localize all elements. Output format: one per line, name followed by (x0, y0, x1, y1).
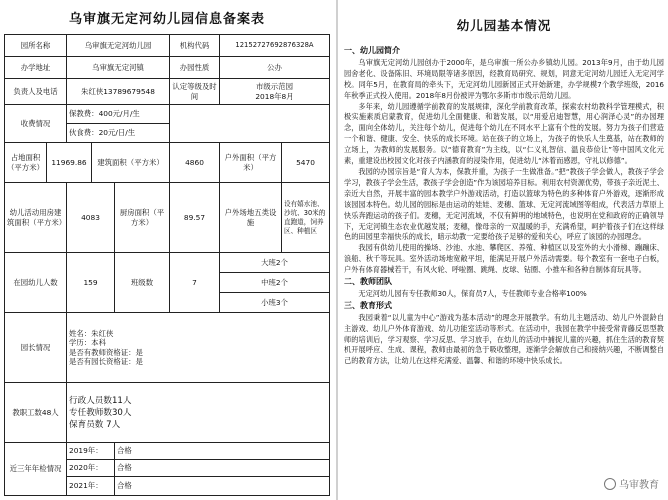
value-head: 朱红侠13789679548 (67, 79, 170, 105)
value-grade: 市级示范园 2018年8月 (220, 79, 329, 105)
watermark (601, 475, 662, 492)
section-heading-teachers: 二、教师团队 (344, 277, 392, 287)
education-paragraph: 我园秉着“以儿童为中心”游戏为基本活动”的理念开展教学。有幼儿主题活动、幼儿户外混龄自主游戏、幼儿户外体育游戏、幼儿功能室活动等形式。在活动中，我园在教学中接受常青藤反思型教师的培训后，学习观察、学习反思、学习放手，在幼儿的活动中捕捉儿童的兴趣，抓住生活的教育契机开展呼应、生成、课程，教师由最初的急于吸收整理，逐渐学会解放自己和接纳兴趣，不断调整自己的教育方法，让幼儿在这样充满爱、温馨、和谐的环境中快乐成长。 (344, 312, 664, 366)
label-outdoor-area: 户外面积（平方米） (220, 143, 282, 183)
value-staff (67, 383, 329, 443)
label-activity-area: 幼儿活动用房建筑面积（平方米） (5, 183, 67, 253)
label-kitchen-area: 厨房面积（平方米） (115, 183, 170, 253)
label-staff: 教职工数48人 (5, 383, 67, 443)
section-heading-intro: 一、幼儿园简介 (344, 46, 400, 55)
director-principal-cert: 是否有园长资格证：是 (69, 357, 143, 366)
check-2021-year: 2021年： (67, 477, 115, 495)
label-head: 负责人及电话 (5, 79, 67, 105)
label-class-count: 班级数 (115, 253, 170, 313)
intro-paragraph-2: 多年来，幼儿园遵循学前教育的发展规律，深化学前教育改革，探索农村幼教科学管理模式，积极实施素质启蒙教育，促进幼儿全面健康、和谐发展，以“用爱启迪智慧，用心润泽心灵”的办园理念，面向全体幼儿，关注每个幼儿，促进每个幼儿在不同水平上富有个性的发展。努力为孩子们营造一个和谐、健康、安全、快乐的成长环境。站在孩子的立场上，为孩子的快乐人生奠基，站在教师的立场上，为教师的发展服务。以“德育教育”为主线，以“仁义礼智信、温良恭俭让”等中国风文化元素，重建设出校园文化对孩子内涵教育的浸染作用，促进幼儿“沐着而感恩，守礼以修德”。 (344, 101, 664, 166)
form-title: 乌审旗无定河幼儿园信息备案表 (68, 12, 265, 27)
value-land-area: 11969.86 (47, 143, 92, 183)
director-name: 姓名：朱红侠 (69, 328, 114, 338)
staff-teachers: 专任教师数30人 (69, 407, 132, 418)
value-code: 12152727692876328A (220, 35, 329, 57)
value-outdoor-area: 5470 (282, 143, 329, 183)
staff-nurses: 保育员数 7人 (69, 419, 121, 430)
label-fees: 收费情况 (5, 105, 67, 143)
value-small-class: 小班3个 (220, 293, 329, 313)
check-2020-result: 合格 (115, 460, 329, 477)
label-grade: 认定等级及时间 (170, 79, 220, 105)
value-nature: 公办 (220, 57, 329, 79)
label-children-count: 在园幼儿人数 (5, 253, 67, 313)
teachers-paragraph: 无定河幼儿园有专任教师30人，保育员7人，专任教师专业合格率100% (358, 288, 587, 298)
intro-paragraph-3: 我园的办园宗旨是“育人为本，保教并重，为孩子一生做准备。”把“教孩子学会做人，教孩子学会学习，教孩子学会生活，教孩子学会创造”作为该园培养目标。利用农村资源优势，带孩子亲近泥土、亲近大自然，开展丰富的园本教学户外游戏活动，打造以篮球为特色的多种体育户外游戏，逐渐形成该园园本特色。幼儿园的园标是由运动的娃娃、麦穗、篮球、无定河流域图等组成，代表活力草原上快乐奔跑运动的孩子们。麦穗，无定河流域，不仅有鲜明的地域特色，也说明在党和政府的正确领导下，无定河镇生态农业优越发展；麦穗，像母亲的一双温暖的手，充满希望，呵护着孩子们在这样绿色的田园里幸福快乐的成长，暗示幼教一定要给孩子足够的爱和关心，呼应了该园的办园理念。 (344, 166, 664, 242)
value-activity-area: 4083 (67, 183, 115, 253)
value-tuition-fee: 保教费：400元/月/生 (67, 105, 170, 124)
label-code: 机构代码 (170, 35, 220, 57)
check-2021-result: 合格 (117, 481, 132, 491)
director-teacher-cert: 是否有教师资格证：是 (69, 347, 143, 357)
wechat-icon (604, 478, 616, 490)
value-big-class: 大班2个 (220, 253, 329, 273)
label-building-area: 建筑面积（平方米） (92, 143, 170, 183)
value-kitchen-area: 89.57 (170, 183, 220, 253)
info-table (4, 34, 330, 496)
value-address: 乌审旗无定河镇 (67, 57, 170, 79)
label-annual-check: 近三年年检情况 (5, 443, 67, 495)
director-education: 学历：本科 (69, 338, 106, 347)
value-outdoor-facilities: 设有嬉水池、沙坑、30米的直跑道，饲养区、种植区 (282, 183, 329, 253)
fees-blank (170, 105, 329, 143)
basic-info-body (344, 45, 664, 367)
value-director (67, 313, 329, 383)
section-heading-education: 三、教育形式 (344, 300, 392, 310)
label-director: 园长情况 (5, 313, 67, 383)
intro-paragraph-4: 我园有供幼儿使用的操场、沙池、水池、攀爬区、养殖、种植区以及室外的大小滑梯、蹦蹦床、浪船、秋千等玩具。室外活动场地宽敞平坦，能满足开展户外活动需要。每个教室有一套电子白板，户外有体育器械若干，有风火轮、呼啦圈、跳绳、皮球、钻圈、小推车和各种自制体育玩具等。 (344, 243, 664, 275)
label-outdoor-facilities: 户外场地五类设施 (220, 183, 282, 253)
value-children-count: 159 (67, 253, 115, 313)
check-2020-year: 2020年： (67, 460, 115, 477)
basic-info-panel (336, 0, 668, 500)
label-address: 办学地址 (5, 57, 67, 79)
value-meal-fee: 伙食费：20元/日/生 (67, 124, 170, 143)
intro-paragraph-1: 乌审旗无定河幼儿园创办于2000年，是乌审旗一所公办乡镇幼儿园。2013年9月，由于幼儿园园舍老化、设备陈旧、环境局限等诸多原因，经教育局研究、规划，同意无定河幼儿园迁入无定河学校。同年5月，在教育局的牵头下，无定河幼儿园新园正式开始新建，办学规模7个教学班级，2016年秋季正式投入使用。2018年8月份被评为鄂尔多斯市市级示范幼儿园。 (344, 57, 664, 100)
value-name: 乌审旗无定河幼儿园 (67, 35, 170, 57)
watermark-text: 乌审教育 (619, 480, 659, 491)
value-class-count: 7 (170, 253, 220, 313)
check-2019-year: 2019年： (67, 443, 115, 460)
label-name: 园所名称 (5, 35, 67, 57)
staff-admin: 行政人员数11人 (69, 395, 132, 406)
label-nature: 办园性质 (170, 57, 220, 79)
basic-info-title: 幼儿园基本情况 (456, 18, 552, 33)
value-middle-class: 中班2个 (220, 273, 329, 293)
check-2019-result: 合格 (115, 443, 329, 460)
label-land-area: 占地面积（平方米） (5, 143, 47, 183)
value-building-area: 4860 (170, 143, 220, 183)
